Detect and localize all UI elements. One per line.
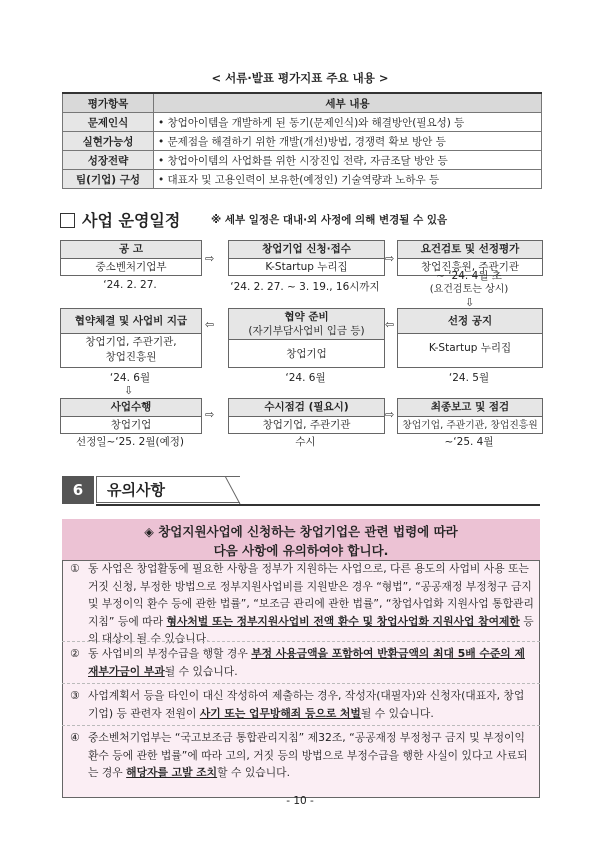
notice-item-number: ④ [70, 731, 80, 744]
step-body: 창업기업 [110, 419, 152, 431]
notice-emphasis: 사기 또는 업무방해죄 등으로 처벌 [199, 706, 361, 720]
eval-detail: • 창업아이템을 개발하게 된 동기(문제인식)와 해결방안(필요성) 등 [154, 113, 542, 132]
notice-item [70, 687, 534, 722]
notice-item-text [70, 645, 534, 680]
step-box-application [228, 240, 385, 276]
eval-detail: • 문제점을 해결하기 위한 개발(개선)방법, 경쟁력 확보 방안 등 [154, 132, 542, 151]
notice-text: 등의 대상이 될 수 있습니다. [88, 614, 534, 645]
eval-header-detail: 세부 내용 [154, 93, 542, 113]
step-body: 창업기업, 주관기관, 창업진흥원 [402, 420, 538, 431]
section-number: 6 [62, 476, 94, 504]
arrow-left-icon: ⇦ [205, 318, 215, 331]
step-head: 선정 공지 [398, 309, 542, 334]
step-head-line: 협약 준비 [284, 311, 329, 323]
notice-emphasis: 해당자를 고발 조치 [126, 766, 218, 779]
eval-detail: • 대표자 및 고용인력이 보유한(예정인) 기술역량과 노하우 등 [154, 170, 542, 189]
step-box-announcement [60, 240, 202, 276]
notice-item-text [70, 687, 534, 722]
eval-detail: • 창업아이템의 사업화를 위한 시장진입 전략, 자금조달 방안 등 [154, 151, 542, 170]
notice-heading-line: 다음 사항에 유의하여야 합니다. [213, 543, 389, 558]
step-head: 최종보고 및 점검 [398, 399, 542, 417]
step-body: 창업기업, 주관기관 [262, 419, 351, 431]
step-box-announce-selection [397, 308, 543, 368]
notice-item-text [70, 560, 534, 648]
step-date: ‘24. 2. 27. ~ 3. 19., 16시까지 [230, 281, 380, 293]
notice-item [70, 560, 534, 648]
eval-header-item: 평가항목 [63, 93, 154, 113]
step-body [61, 334, 201, 365]
divider [62, 725, 540, 726]
notice-item-number: ② [70, 647, 80, 660]
notice-emphasis: 부정 사용금액을 포함하여 반환금액의 최대 5배 수준의 제재부가금이 부과 [88, 647, 525, 678]
step-head: 수시점검 (필요시) [229, 399, 384, 417]
arrow-right-icon: ⇨ [205, 252, 215, 265]
step-date: ‘24. 6월 [285, 372, 326, 384]
notice-item-text [70, 729, 534, 782]
section-title: 유의사항 [96, 476, 240, 503]
step-date: 선정일~‘25. 2월(예정) [76, 436, 184, 448]
eval-item: 팀(기업) 구성 [63, 170, 154, 189]
step-body: 창업진흥원, 주관기관 [421, 261, 519, 273]
eval-item: 문제인식 [63, 113, 154, 132]
arrow-right-icon: ⇨ [385, 252, 395, 265]
eval-item: 실현가능성 [63, 132, 154, 151]
notice-emphasis: 형사처벌 또는 정부지원사업비 전액 환수 및 창업사업화 지원사업 참여제한 [166, 614, 520, 628]
step-box-execution [60, 398, 202, 434]
step-head: 요건검토 및 선정평가 [398, 241, 542, 259]
schedule-title: 사업 운영일정 [82, 211, 181, 230]
divider [62, 683, 540, 684]
step-date: ‘24. 6월 [109, 372, 151, 384]
notice-item-number: ① [70, 562, 80, 575]
notice-text: 될 수 있습니다. [164, 664, 238, 678]
step-date-main: ~ ‘24. 4월 초 [436, 270, 502, 282]
step-body-line: 창업기업, 주관기관, [85, 336, 177, 348]
notice-text: 할 수 있습니다. [217, 766, 290, 779]
notice-text: 동 사업비의 부정수급을 행할 경우 [88, 647, 252, 660]
notice-text: 동 사업은 창업활동에 필요한 사항을 정부가 지원하는 사업으로, 다른 용도의 사업비 사용 또는 거짓 신청, 부정한 방법으로 정부지원사업비를 지원받은 경우 “형법”, “공공재정 부정청구 금지 및 부정이익 환수 등에 관한 법률”, “보조금 관리에 관한 법률”, “창업사업화 지원사업 통합관리지침” 등에 따라 [88, 562, 534, 628]
notice-item-number: ③ [70, 689, 80, 702]
page-number: - 10 - [286, 795, 314, 807]
arrow-right-icon: ⇨ [205, 408, 215, 421]
step-box-agreement [60, 308, 202, 368]
arrow-down-icon: ⇩ [124, 384, 134, 397]
notice-text: 될 수 있습니다. [360, 706, 434, 720]
step-box-inspection [228, 398, 385, 434]
schedule-note: ※ 세부 일정은 대내·외 사정에 의해 변경될 수 있음 [211, 214, 448, 226]
table-row [63, 132, 542, 151]
step-head: 공 고 [61, 241, 201, 259]
step-box-final-report [397, 398, 543, 434]
section-square-icon [60, 213, 75, 228]
step-body: 창업기업 [286, 348, 327, 360]
step-head: 창업기업 신청·접수 [229, 241, 384, 259]
step-body: 중소벤처기업부 [95, 261, 167, 273]
notice-item [70, 645, 534, 680]
step-date-sub: (요건검토는 상시) [429, 284, 509, 295]
step-head: 사업수행 [61, 399, 201, 417]
notice-text: 중소벤처기업부는 “국고보조금 통합관리지침” 제32조, “공공재정 부정청구 금지 및 부정이익 환수 등에 관한 법률”에 따라 고의, 거짓 등의 방법으로 부정수급을 행한 사실이 있다고 사료되는 경우 [88, 731, 528, 779]
eval-title: < 서류·발표 평가지표 주요 내용 > [211, 71, 389, 85]
eval-table [62, 92, 542, 189]
step-body: K-Startup 누리집 [428, 342, 512, 354]
eval-item: 성장전략 [63, 151, 154, 170]
step-date: ‘24. 5월 [448, 372, 490, 384]
divider [62, 641, 540, 642]
step-date: 수시 [295, 436, 316, 448]
table-row [63, 113, 542, 132]
table-row [63, 151, 542, 170]
notice-heading [62, 519, 540, 561]
step-date: ~‘25. 4월 [444, 436, 494, 448]
notice-text: 사업계획서 등을 타인이 대신 작성하여 제출하는 경우, 작성자(대필자)와 신청자(대표자, 창업기업) 등 관련자 전원이 [88, 689, 525, 720]
table-row [63, 170, 542, 189]
section-underline [96, 504, 540, 506]
step-head [229, 309, 384, 340]
step-date [397, 270, 541, 296]
arrow-down-icon: ⇩ [465, 296, 475, 309]
step-head-sub: (자기부담사업비 입금 등) [248, 325, 365, 337]
arrow-right-icon: ⇨ [385, 408, 395, 421]
arrow-left-icon: ⇦ [385, 318, 395, 331]
step-body: K-Startup 누리집 [265, 261, 348, 273]
step-head: 협약체결 및 사업비 지급 [61, 309, 201, 334]
notice-heading-line: ◈ 창업지원사업에 신청하는 창업기업은 관련 법령에 따라 [144, 524, 458, 539]
step-body-line: 창업진흥원 [105, 351, 157, 363]
notice-item [70, 729, 534, 782]
section-title-corner [225, 476, 241, 505]
step-box-preparation [228, 308, 385, 368]
step-date: ‘24. 2. 27. [103, 279, 157, 291]
